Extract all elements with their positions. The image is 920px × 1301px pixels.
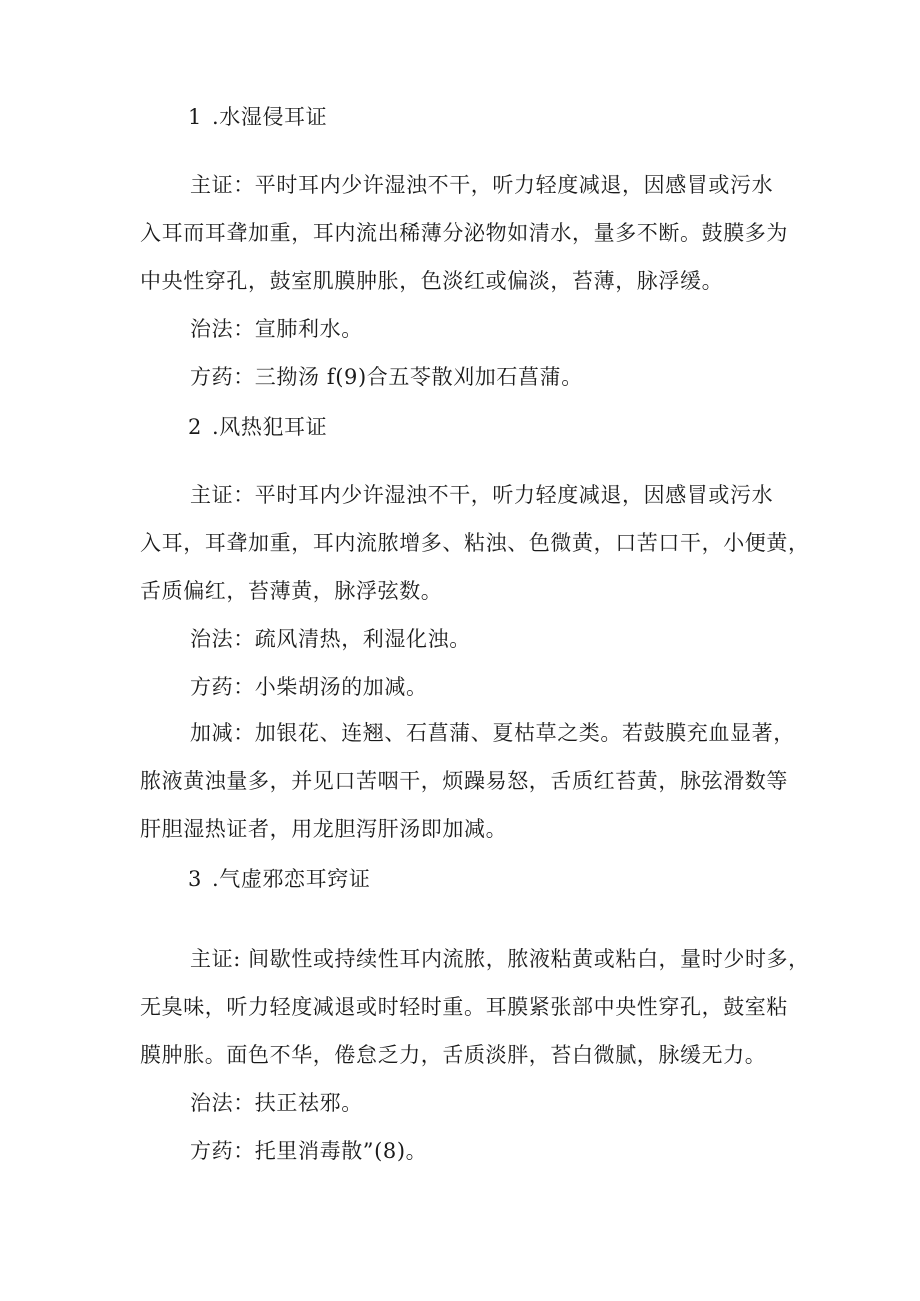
section-2-main-line-1: 主证：平时耳内少许湿浊不干，听力轻度减退，因感冒或污水 <box>190 483 774 507</box>
section-3-main-line-3: 膜肿胀。面色不华，倦怠乏力，舌质淡胖，苔白微腻，脉缓无力。 <box>140 1043 767 1067</box>
section-2-modification-line-1: 加减：加银花、连翘、石菖蒲、夏枯草之类。若鼓膜充血显著， <box>190 721 795 745</box>
section-2-main-line-3: 舌质偏红，苔薄黄，脉浮弦数。 <box>140 579 443 603</box>
section-1-heading <box>188 102 327 132</box>
section-3-main-line-2: 无臭味，听力轻度减退或时轻时重。耳膜紧张部中央性穿孔，鼓室粘 <box>140 995 788 1019</box>
section-2-modification-line-3: 肝胆湿热证者，用龙胆泻肝汤即加减。 <box>140 817 508 841</box>
section-2-main-line-2: 入耳，耳聋加重，耳内流脓增多、粘浊、色微黄，口苦口干，小便黄， <box>140 531 810 555</box>
section-1-prescription: 方药：三拗汤 f(9)合五苓散刈加石菖蒲。 <box>190 365 583 389</box>
section-3-main-line-1: 主证: 间歇性或持续性耳内流脓，脓液粘黄或粘白，量时少时多， <box>190 947 810 971</box>
section-2-prescription: 方药：小柴胡汤的加减。 <box>190 675 428 699</box>
section-2-number: 2 <box>188 415 202 439</box>
section-1-main-line-1: 主证：平时耳内少许湿浊不干，听力轻度减退，因感冒或污水 <box>190 173 774 197</box>
section-2-heading <box>188 412 327 442</box>
section-1-title: .水湿侵耳证 <box>211 105 328 129</box>
section-1-treatment: 治法：宣肺利水。 <box>190 317 363 341</box>
section-2-treatment: 治法：疏风清热，利湿化浊。 <box>190 627 471 651</box>
section-2-modification-line-2: 脓液黄浊量多，并见口苦咽干，烦躁易怒，舌质红苔黄，脉弦滑数等 <box>140 769 788 793</box>
section-3-title: .气虚邪恋耳窍证 <box>211 867 371 891</box>
section-1-number: 1 <box>188 105 202 129</box>
section-3-treatment: 治法：扶正祛邪。 <box>190 1091 363 1115</box>
section-3-prescription: 方药：托里消毒散”(8)。 <box>190 1139 428 1163</box>
section-1-main-line-3: 中央性穿孔，鼓室肌膜肿胀，色淡红或偏淡，苔薄，脉浮缓。 <box>140 269 724 293</box>
section-3-heading <box>188 864 370 894</box>
section-1-main-line-2: 入耳而耳聋加重，耳内流出稀薄分泌物如清水，量多不断。鼓膜多为 <box>140 221 788 245</box>
section-3-number: 3 <box>188 867 202 891</box>
section-2-title: .风热犯耳证 <box>211 415 328 439</box>
